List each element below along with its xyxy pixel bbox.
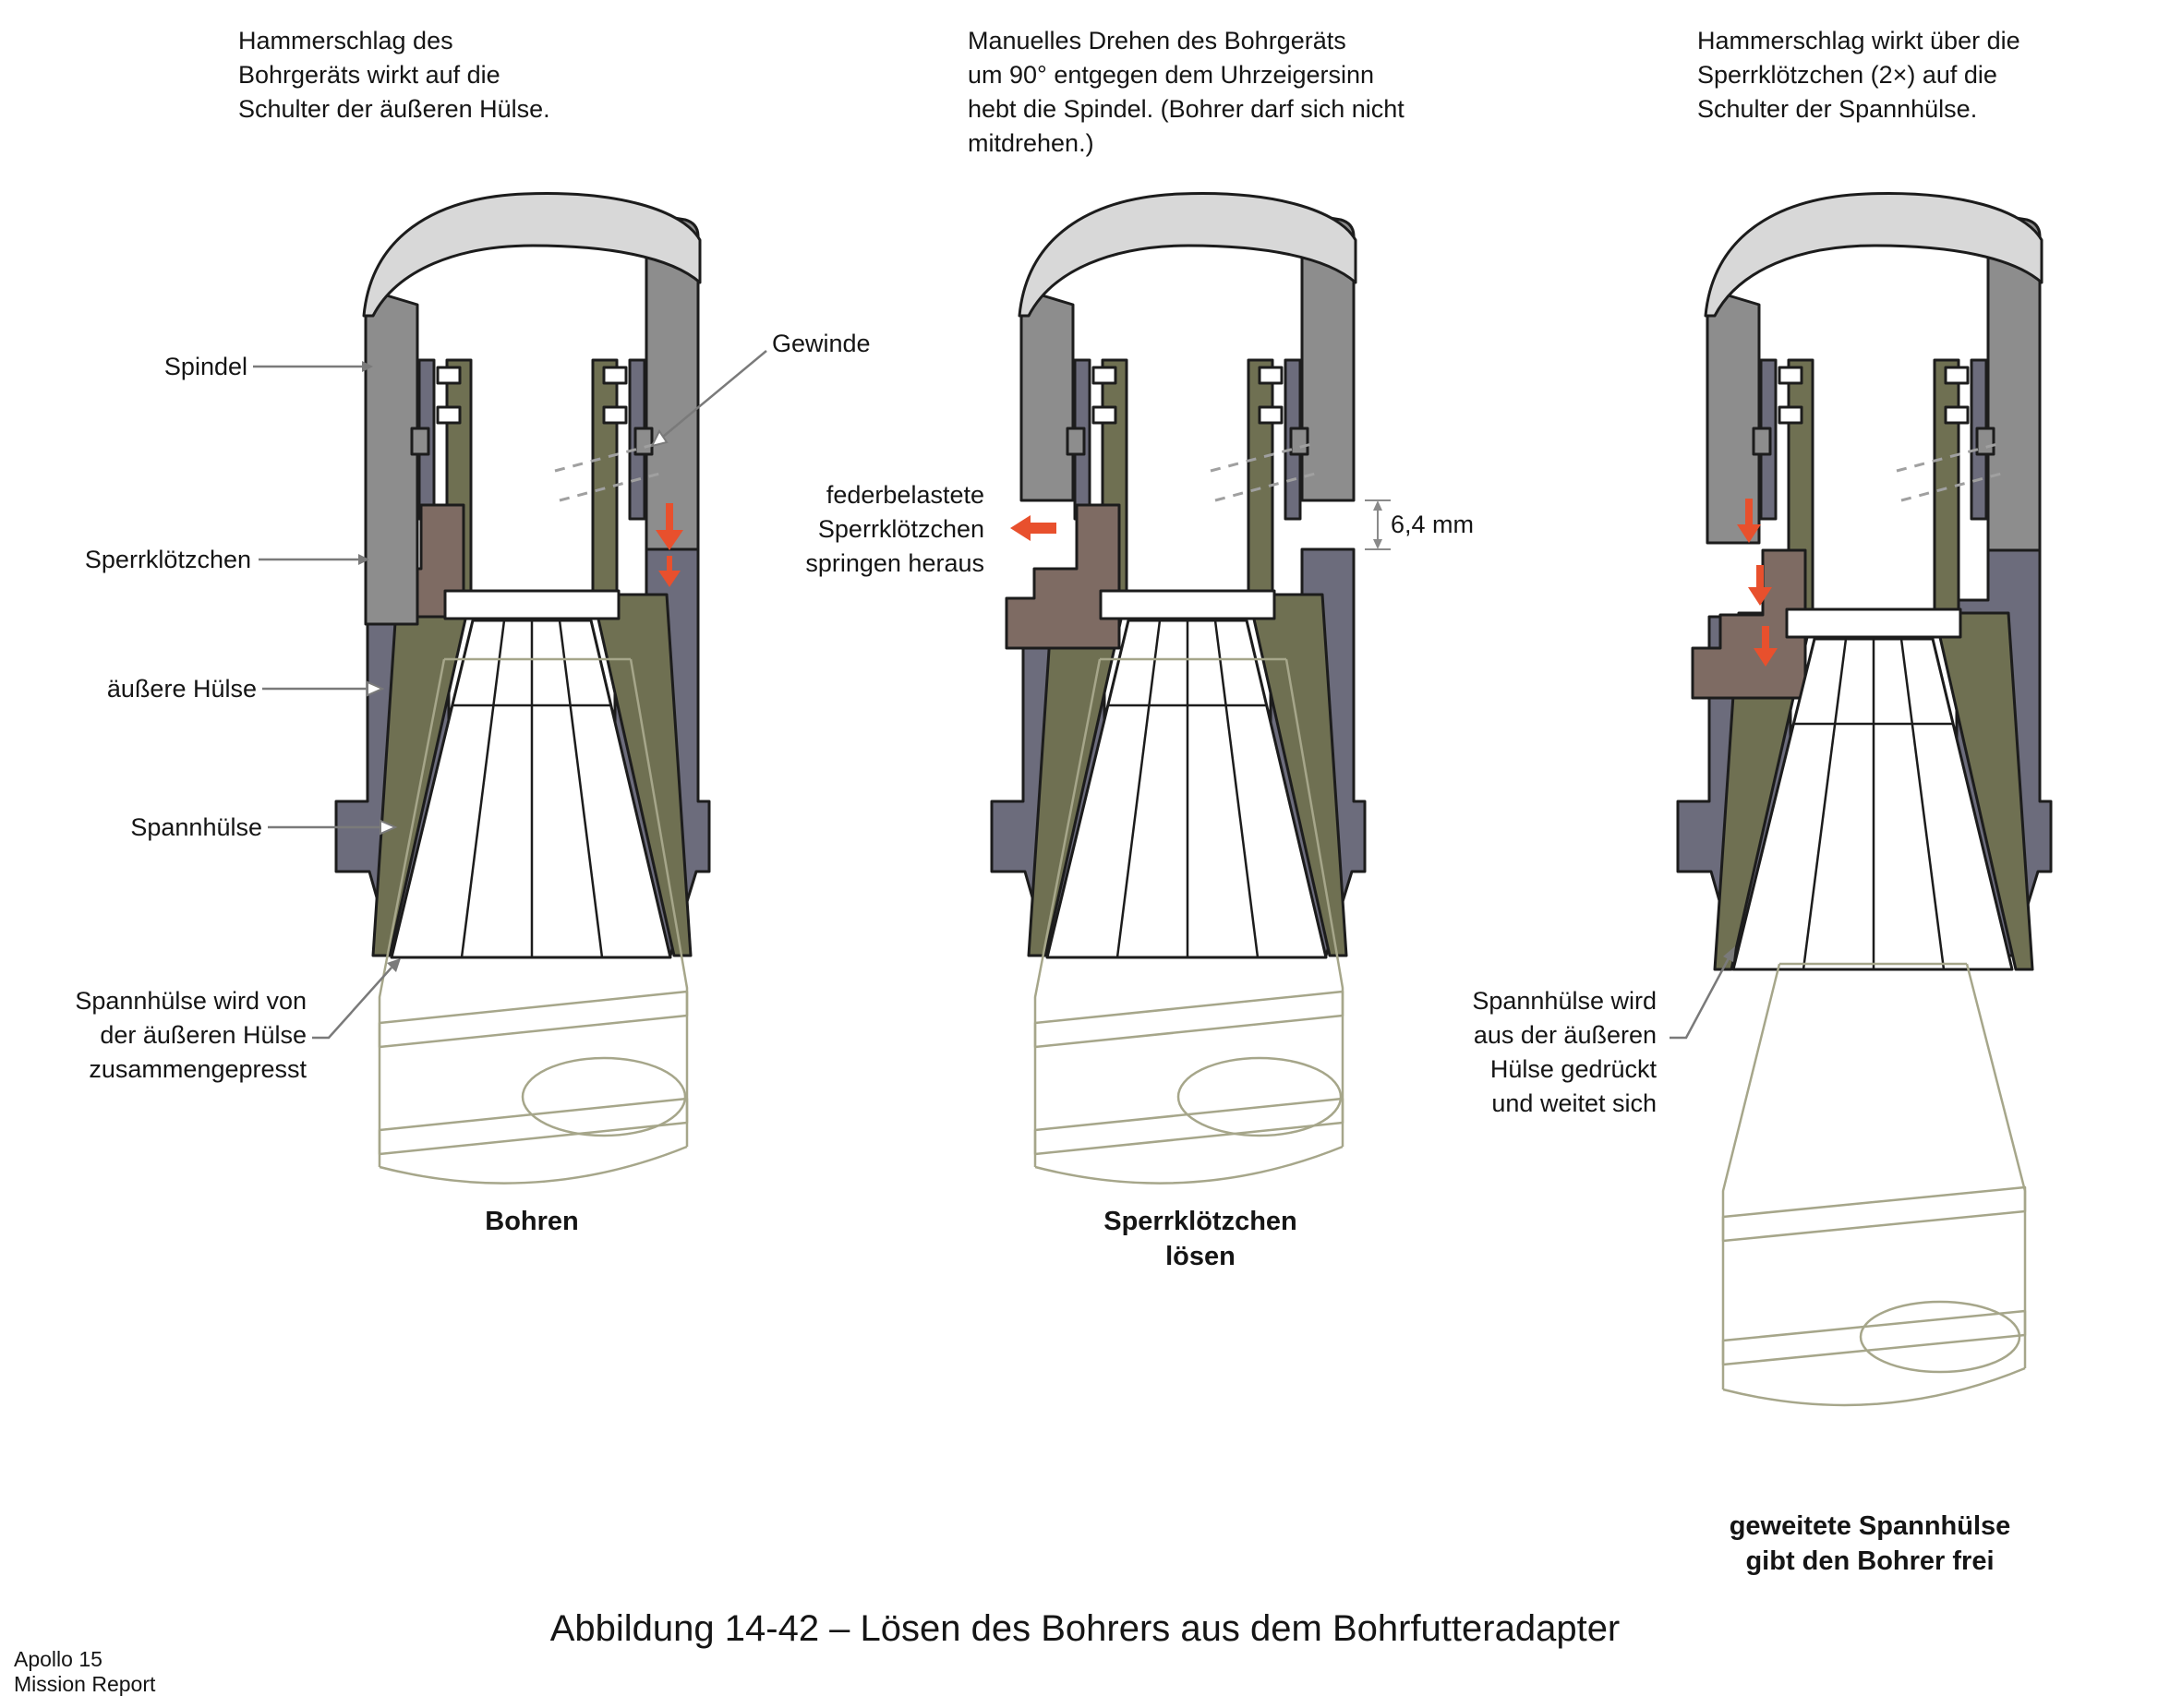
spindle-wall-left (366, 294, 417, 624)
note-line: Hülse gedrückt (1489, 1055, 1657, 1083)
note-line: mitdrehen.) (968, 129, 1094, 157)
caption-bohren (347, 1204, 717, 1239)
caption-geweitete-spannhuelse (1667, 1509, 2073, 1579)
footnote-line: Mission Report (14, 1672, 156, 1696)
thread-notch (1946, 407, 1968, 423)
thread-tab-left (412, 428, 428, 454)
caption-line: geweitete Spannhülse (1729, 1511, 2011, 1541)
label-aeussere-huelse: äußere Hülse (106, 675, 257, 703)
note-top-left (238, 24, 718, 126)
drill-bit-released-outline (1723, 964, 2025, 1405)
collet-ring (1101, 591, 1274, 619)
note-zusammengepresst (2, 984, 307, 1087)
note-line: hebt die Spindel. (Bohrer darf sich nicht (968, 95, 1404, 123)
label-gewinde: Gewinde (772, 330, 871, 357)
thread-notch (1779, 367, 1802, 383)
thread-notch (1260, 407, 1282, 423)
dimension-6-4mm (1365, 500, 1391, 549)
report-footnote (14, 1647, 155, 1697)
caption-line: Bohren (485, 1207, 579, 1236)
note-gedrueckt (1380, 984, 1657, 1121)
note-line: Spannhülse wird (1472, 987, 1657, 1015)
note-line: springen heraus (805, 549, 984, 577)
caption-sperrkloetzchen-loesen (1016, 1204, 1385, 1274)
footnote-line: Apollo 15 (14, 1647, 102, 1671)
caption-line: Sperrklötzchen (1103, 1207, 1297, 1236)
note-top-right (1697, 24, 2170, 126)
figure-caption: Abbildung 14-42 – Lösen des Bohrers aus dem Bohrfutteradapter (549, 1608, 1621, 1649)
label-sperrkloetzchen: Sperrklötzchen (84, 546, 251, 573)
note-line: Spannhülse wird von (75, 987, 307, 1015)
thread-tab-right (1291, 428, 1308, 454)
collet-column-right (593, 360, 617, 595)
thread-notch (1260, 367, 1282, 383)
thread-notch (604, 407, 626, 423)
caption-line: gibt den Bohrer frei (1745, 1546, 1995, 1576)
note-line: Hammerschlag des (238, 27, 453, 54)
note-line: federbelastete (826, 481, 984, 509)
collet-ring (1787, 609, 1960, 637)
label-spannhuelse: Spannhülse (130, 813, 262, 841)
thread-tab-left (1067, 428, 1084, 454)
thread-tab-left (1754, 428, 1770, 454)
thread-notch (1093, 407, 1115, 423)
chuck-diagram-freigabe (1678, 194, 2051, 1405)
note-top-middle (968, 24, 1503, 161)
thread-notch (604, 367, 626, 383)
chuck-diagram-bohren (336, 194, 709, 1184)
note-line: Hammerschlag wirkt über die (1697, 27, 2020, 54)
spindle-wall-left (1021, 294, 1073, 500)
note-line: Schulter der äußeren Hülse. (238, 95, 550, 123)
caption-line: lösen (1165, 1242, 1236, 1271)
note-federbelastete (707, 478, 984, 581)
note-line: zusammengepresst (89, 1055, 307, 1083)
note-line: um 90° entgegen dem Uhrzeigersinn (968, 61, 1375, 89)
thread-notch (1946, 367, 1968, 383)
note-line: aus der äußeren (1473, 1021, 1657, 1049)
label-spindel: Spindel (163, 353, 247, 380)
note-line: der äußeren Hülse (100, 1021, 307, 1049)
collet-column-right (1248, 360, 1272, 595)
thread-notch (438, 407, 460, 423)
thread-notch (1093, 367, 1115, 383)
label-dimension-6-4mm: 6,4 mm (1391, 511, 1475, 538)
thread-tab-right (635, 428, 652, 454)
chuck-diagram-loesen (992, 194, 1365, 1184)
spring-out-arrow-left (1010, 515, 1056, 541)
thread-notch (1779, 407, 1802, 423)
note-line: Sperrklötzchen (817, 515, 984, 543)
note-line: Schulter der Spannhülse. (1697, 95, 1978, 123)
note-line: und weitet sich (1491, 1089, 1657, 1117)
thread-notch (438, 367, 460, 383)
note-line: Manuelles Drehen des Bohrgeräts (968, 27, 1346, 54)
collet-ring (445, 591, 619, 619)
note-line: Sperrklötzchen (2×) auf die (1697, 61, 1997, 89)
thread-tab-right (1977, 428, 1994, 454)
note-line: Bohrgeräts wirkt auf die (238, 61, 500, 89)
